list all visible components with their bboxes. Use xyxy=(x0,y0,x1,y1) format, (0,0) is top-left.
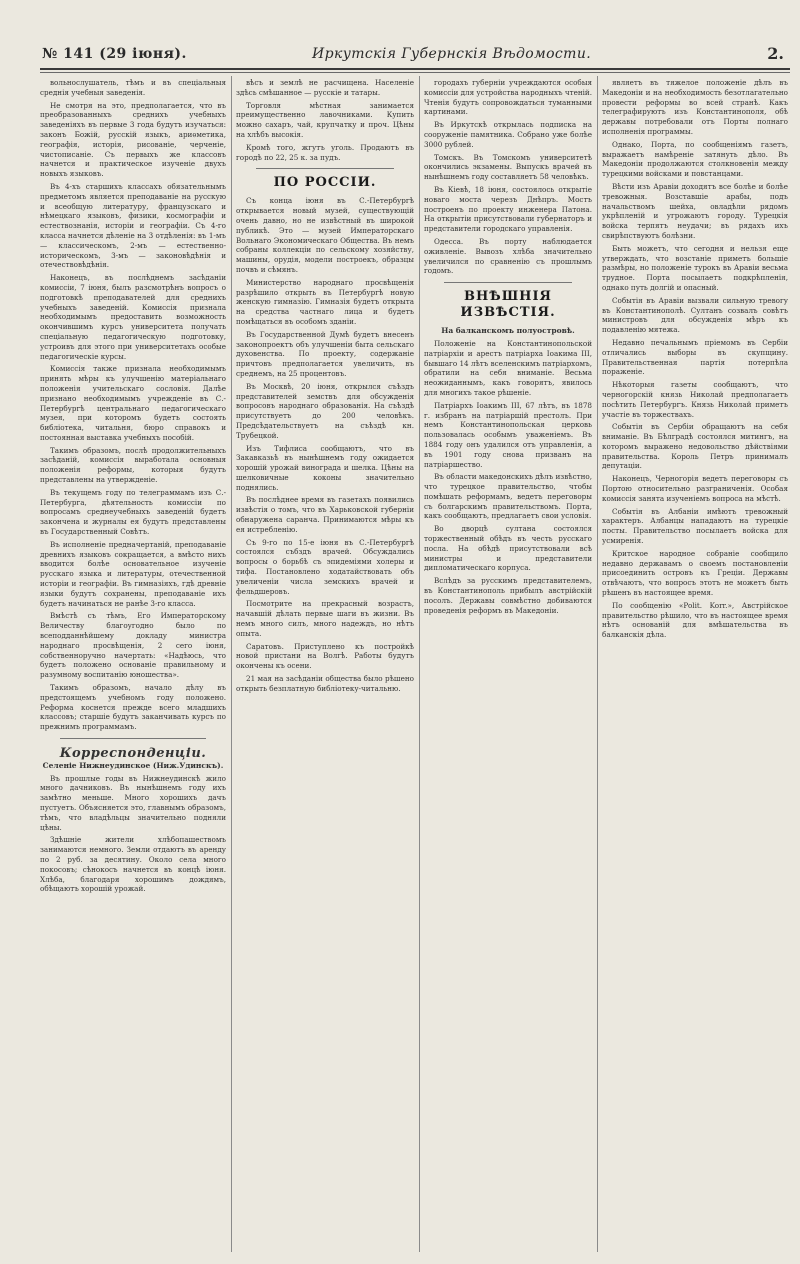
section-heading-correspondence: Корреспонденціи. xyxy=(59,746,207,761)
article-paragraph: Въ Москвѣ, 20 іюня, открылся съѣздъ представителей земствъ для обсужденія вопросовъ народнаго образованія. На съѣздѣ присутствуетъ до 200 человѣкъ. Предсѣдательствуетъ на съѣздѣ кн. Трубецкой. xyxy=(236,381,414,440)
column-3 xyxy=(424,78,592,1248)
section-heading-foreign-news: ВНѢШНІЯ ИЗВѢСТІЯ. xyxy=(460,289,556,321)
article-paragraph: Саратовъ. Приступлено къ постройкѣ новой пристани на Волгѣ. Работы будутъ окончены къ осени. xyxy=(236,641,414,671)
article-paragraph: 21 мая на засѣданіи общества было рѣшено открыть безплатную библіотеку-читальню. xyxy=(236,674,414,693)
article-paragraph: Съ конца іюня въ С.-Петербургѣ открывается новый музей, существующій очень давно, но не извѣстный въ широкой публикѣ. Это — музей Императорскаго Вольнаго Экономическаго Общества. Въ немъ собраны коллекціи по сельскому хозяйству, машины, орудія, модели построекъ, образцы почвъ и сѣмянъ. xyxy=(236,196,414,274)
article-paragraph: По сообщенію «Polit. Korr.», Австрійское правительство рѣшило, что въ настоящее время нѣтъ основаній для вмѣшательства въ балканскія дѣла. xyxy=(602,600,788,640)
article-paragraph: Однако, Порта, по сообщеніямъ газетъ, выражаетъ намѣреніе затянуть дѣло. Въ Македоніи продолжаются столкновенія между турецкими войсками и повстанцами. xyxy=(602,139,788,179)
article-paragraph: Въ 4-хъ старшихъ классахъ обязательнымъ предметомъ является преподаваніе на русскую и всеобщую литературу, французскаго и нѣмецкаго языковъ, физики, космографіи и естествознанія, исторіи и географіи. Съ 4-го класса начнется дѣленіе на 3 отдѣленія: въ 1-мъ — классическомъ, 2-мъ — естественно-историческомъ, 3-мъ — законовѣдѣнія и отечествовѣдѣнія. xyxy=(40,181,226,270)
article-paragraph: Критское народное собраніе сообщило недавно державамъ о своемъ постановленіи присоединить островъ къ Греціи. Державы отвѣчаютъ, что вопросъ этотъ не можетъ быть рѣшенъ въ настоящее время. xyxy=(602,548,788,598)
article-paragraph: Въ Государственной Думѣ будетъ внесенъ законопроектъ объ улучшеніи быта сельскаго духовенства. По проекту, содержаніе причтовъ предполагается увеличить, въ среднемъ, на 25 процентовъ. xyxy=(236,329,414,378)
article-paragraph: Посмотрите на прекрасный возрастъ, начавшій дѣлать первые шаги въ жизни. Въ немъ много силъ, много надеждъ, но нѣтъ опыта. xyxy=(236,599,414,638)
masthead xyxy=(42,44,788,66)
column-divider xyxy=(597,76,598,1252)
article-paragraph: Быть можетъ, что сегодня и нельзя еще утверждать, что возстаніе приметъ большіе размѣры, но положеніе турокъ въ Аравіи весьма трудное. Порта посылаетъ подкрѣпленія, однако путь долгій и опасный. xyxy=(602,243,788,292)
article-paragraph: Торговля мѣстная занимается преимущественно лавочниками. Купить можно сахаръ, чай, крупчатку и проч. Цѣны на хлѣбъ высокія. xyxy=(236,100,414,139)
article-paragraph: Наконецъ, Черногорія ведетъ переговоры съ Портою относительно разграниченія. Особая комиссія занята изученіемъ вопроса на мѣстѣ. xyxy=(602,474,788,503)
section-heading-russia: ПО РОССІИ. xyxy=(273,175,377,191)
section-divider xyxy=(444,282,572,283)
article-paragraph: Въ области македонскихъ дѣлъ извѣстно, что турецкое правительство, чтобы помѣшать реформамъ, ведетъ переговоры съ болгарскимъ правительствомъ. Порта, какъ сообщаютъ, предлагаетъ свои условія. xyxy=(424,472,592,521)
section-subheading: На балканскомъ полуостровѣ. xyxy=(441,326,575,336)
header-rule xyxy=(40,68,790,70)
column-divider xyxy=(419,76,420,1252)
article-paragraph: Нѣкоторыя газеты сообщаютъ, что черногорскій князь Николай предполагаетъ посѣтить Петербургъ. Князь Николай приметъ участіе въ торжествахъ. xyxy=(602,380,788,419)
article-paragraph: Томскъ. Въ Томскомъ университетѣ окончились экзамены. Выпускъ врачей въ нынѣшнемъ году составляетъ 58 человѣкъ. xyxy=(424,152,592,182)
issue-number: № 141 (29 іюня). xyxy=(42,46,187,62)
article-paragraph: городахъ губерніи учреждаются особыя комиссіи для устройства народныхъ чтеній. Чтенія будутъ сопровождаться туманными картинами. xyxy=(424,78,592,117)
article-paragraph: Кромѣ того, жгутъ уголь. Продаютъ въ городѣ по 22, 25 к. за пудъ. xyxy=(236,142,414,162)
article-paragraph: Событія въ Сербіи обращаютъ на себя вниманіе. Въ Бѣлградѣ состоялся митингъ, на которомъ выражено недовольство дѣйствіями правительства. Король Петръ принималъ депутаціи. xyxy=(602,422,788,471)
column-4 xyxy=(602,78,788,1248)
article-paragraph: Такимъ образомъ, начало дѣлу въ предстоящемъ учебномъ году положено. Реформа коснется прежде всего младшихъ классовъ; старшіе будутъ заканчивать курсъ по прежнимъ программамъ. xyxy=(40,683,226,732)
section-divider xyxy=(60,738,206,739)
article-paragraph: Во дворцѣ султана состоялся торжественный обѣдъ въ честь русскаго посла. На обѣдѣ присутствовали всѣ министры и представители дипломатическаго корпуса. xyxy=(424,524,592,573)
article-paragraph: Не смотря на это, предполагается, что въ преобразованныхъ среднихъ учебныхъ заведеніяхъ въ первые 3 года будутъ изучаться: законъ Божій, русскій языкъ, ариѳметика, географія, исторія, рисованіе, черченіе, чистописаніе. Съ первыхъ же классовъ начнется и практическое изученіе двухъ новыхъ языковъ. xyxy=(40,100,226,179)
section-divider xyxy=(256,168,394,169)
article-paragraph: Въ послѣднее время въ газетахъ появились извѣстія о томъ, что въ Харьковской губерніи обнаружена саранча. Принимаются мѣры къ ея истребленію. xyxy=(236,495,414,534)
article-paragraph: Изъ Тифлиса сообщаютъ, что въ Закавказьѣ въ нынѣшнемъ году ожидается хорошій урожай винограда и шелка. Цѣны на шелковичные коконы значительно поднялись. xyxy=(236,443,414,492)
article-paragraph: вольнослушатель, тѣмъ и въ спеціальныя среднія учебныя заведенія. xyxy=(40,78,226,97)
article-paragraph: Въ Иркутскѣ открылась подписка на сооруженіе памятника. Собрано уже болѣе 3000 рублей. xyxy=(424,120,592,149)
article-paragraph: Министерство народнаго просвѣщенія разрѣшило открыть въ Петербургѣ новую женскую гимназію. Гимназія будетъ открыта на средства частнаго лица и будетъ помѣщаться въ особомъ зданіи. xyxy=(236,277,414,326)
article-paragraph: Въ текущемъ году по телеграммамъ изъ С.-Петербурга, дѣятельность комиссіи по вопросамъ среднеучебныхъ заведеній будетъ закончена и журналы ея будутъ представлены въ Государственный Совѣтъ. xyxy=(40,487,226,537)
article-paragraph: Здѣшніе жители хлѣбопашествомъ занимаются немного. Земли отдаютъ въ аренду по 2 руб. за десятину. Около села много покосовъ; сѣнокосъ начнется въ концѣ іюня. Хлѣба, благодаря хорошимъ дождямъ, обѣщаютъ хорошій урожай. xyxy=(40,835,226,894)
article-paragraph: Вслѣдъ за русскимъ представителемъ, въ Константинополь прибылъ австрійскій посолъ. Державы совмѣстно добиваются проведенія реформъ въ Македоніи. xyxy=(424,576,592,615)
newspaper-title: Иркутскія Губернскія Вѣдомости. xyxy=(312,46,592,62)
article-paragraph: Въ Кіевѣ, 18 іюня, состоялось открытіе новаго моста черезъ Днѣпръ. Мостъ построенъ по проекту инженера Патона. На открытіи присутствовали губернаторъ и представители городскаго управленія. xyxy=(424,184,592,234)
article-paragraph: Положеніе на Константинопольской патріархіи и арестъ патріарха Іоакима ІІІ, бывшаго 14 лѣтъ вселенскимъ патріархомъ, обратили на себя вниманіе. Весьма неожиданнымъ, какъ говорятъ, явилось для многихъ такое рѣшеніе. xyxy=(424,338,592,397)
article-paragraph: Событія въ Албаніи имѣютъ тревожный характеръ. Албанцы нападаютъ на турецкіе посты. Правительство посылаетъ войска для усмиренія. xyxy=(602,506,788,546)
article-paragraph: Такимъ образомъ, послѣ продолжительныхъ засѣданій, комиссія выработала основныя положенія реформы, которыя будутъ представлены на утвержденіе. xyxy=(40,445,226,485)
article-paragraph: Одесса. Въ порту наблюдается оживленіе. Вывозъ хлѣба значительно увеличился по сравненію съ прошлымъ годомъ. xyxy=(424,236,592,276)
article-paragraph: Событія въ Аравіи вызвали сильную тревогу въ Константинополѣ. Султанъ созвалъ совѣтъ министровъ для обсужденія мѣръ къ подавленію мятежа. xyxy=(602,295,788,335)
article-paragraph: Патріархъ Іоакимъ ІІІ, 67 лѣтъ, въ 1878 г. избранъ на патріаршій престолъ. При немъ Константинопольская церковь пользовалась особымъ уваженіемъ. Въ 1884 году онъ удалился отъ управленія, а въ 1901 году снова призванъ на патріаршество. xyxy=(424,400,592,469)
article-paragraph: Въ исполненіе предначертаній, преподаваніе древнихъ языковъ сокращается, а вмѣсто нихъ вводится болѣе основательное изученіе русскаго языка и литературы, отечественной исторіи и географіи. Въ гимназіяхъ, гдѣ древніе языки будутъ сохранены, преподаваніе ихъ будетъ начинаться не ранѣе 3-го класса. xyxy=(40,539,226,608)
article-paragraph: Наконецъ, въ послѣднемъ засѣданіи комиссіи, 7 іюня, былъ разсмотрѣнъ вопросъ о подготовкѣ преподавателей для среднихъ учебныхъ заведеній. Комиссія признала необходимымъ предоставить возможность окончившимъ курсъ университета получать спеціальную педагогическую подготовку, устроивъ для этого при университетахъ особые педагогическіе курсы. xyxy=(40,273,226,361)
article-paragraph: Комиссія также признала необходимымъ принять мѣры къ улучшенію матеріальнаго положенія учительскаго сословія. Далѣе признано необходимымъ учрежденіе въ С.-Петербургѣ центральнаго педагогическаго музея, при которомъ будетъ состоять библіотека, читальня, бюро справокъ и постоянная выставка учебныхъ пособій. xyxy=(40,364,226,442)
column-divider xyxy=(231,76,232,1252)
article-paragraph: Вѣсти изъ Аравіи доходятъ все болѣе и болѣе тревожныя. Возставшіе арабы, подъ начальствомъ шейха, овладѣли рядомъ укрѣпленій и угрожаютъ городу. Турецкія войска терпятъ неудачи; въ рядахъ ихъ свирѣпствуютъ болѣзни. xyxy=(602,181,788,240)
article-paragraph: являетъ въ тяжелое положеніе дѣлъ въ Македоніи и на необходимость безотлагательно провести реформы во всей странѣ. Какъ телеграфируютъ изъ Константинополя, обѣ державы потребовали отъ Порты полнаго исполненія программы. xyxy=(602,78,788,136)
article-paragraph: вѣсъ и землѣ не расчищена. Населеніе здѣсь смѣшанное — русскіе и татары. xyxy=(236,78,414,97)
article-paragraph: Съ 9-го по 15-е іюня въ С.-Петербургѣ состоялся събздъ врачей. Обсуждались вопросы о борьбѣ съ эпидеміями холеры и тифа. Постановлено ходатайствовать объ увеличеніи числа земскихъ врачей и фельдшеровъ. xyxy=(236,537,414,596)
column-1 xyxy=(40,78,226,1248)
header-rule-thin xyxy=(40,72,790,73)
article-paragraph: Недавно печальнымъ пріемомъ въ Сербіи отличались выборы въ скупщину. Правительственная партія потерпѣла пораженіе. xyxy=(602,337,788,377)
article-paragraph: Вмѣстѣ съ тѣмъ, Его Императорскому Величеству благоугодно было по всеподданнѣйшему докладу министра народнаго просвѣщенія, 2 сего іюня, собственноручно начертать: «Надѣюсь, что будетъ положено основаніе правильному и разумному воспитанію юношества». xyxy=(40,611,226,680)
section-subheading: Селеніе Нижнеудинское (Ниж.Удинскъ). xyxy=(42,760,224,770)
column-2 xyxy=(236,78,414,1248)
page-number: 2. xyxy=(767,44,784,63)
article-paragraph: Въ прошлые годы въ Нижнеудинскѣ жило много дачниковъ. Въ нынѣшнемъ году ихъ замѣтно меньше. Много хорошихъ дачъ пустуетъ. Объясняется это, главнымъ образомъ, тѣмъ, что владѣльцы значительно подняли цѣны. xyxy=(40,773,226,832)
